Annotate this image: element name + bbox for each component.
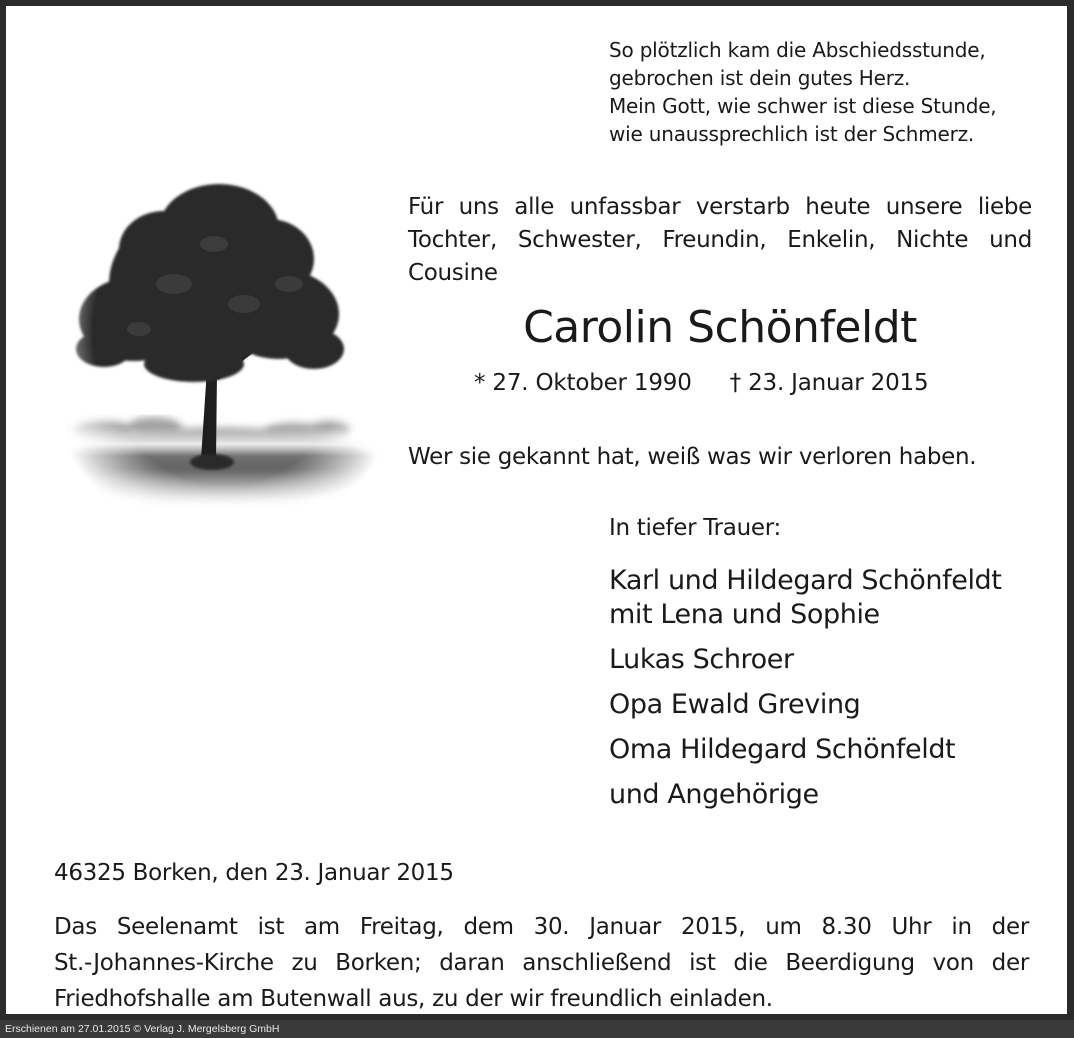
poem xyxy=(609,36,1049,148)
poem-line: wie unaussprechlich ist der Schmerz. xyxy=(609,122,975,146)
mourner-entry: und Angehörige xyxy=(609,779,819,810)
birth-date: * 27. Oktober 1990 xyxy=(474,370,692,396)
service-line: St.-Johannes-Kirche zu Borken; daran anschließend ist die Beerdigung von der xyxy=(54,950,1029,976)
death-date: † 23. Januar 2015 xyxy=(729,370,929,396)
service-info xyxy=(54,909,1029,1017)
mourner-entry: Oma Hildegard Schönfeldt xyxy=(609,734,956,765)
intro-line: Cousine xyxy=(408,260,498,286)
service-line: Das Seelenamt ist am Freitag, dem 30. Januar 2015, um 8.30 Uhr in der xyxy=(54,914,1029,940)
tree-in-fog-icon xyxy=(44,134,406,549)
intro-line: Tochter, Schwester, Freundin, Enkelin, Nichte und xyxy=(408,227,1032,253)
service-line: Friedhofshalle am Butenwall aus, zu der wir freundlich einladen. xyxy=(54,986,773,1012)
publication-footer: Erschienen am 27.01.2015 © Verlag J. Mergelsberg GmbH xyxy=(0,1020,1074,1038)
mourner-list xyxy=(609,564,1049,812)
announcement-intro xyxy=(408,191,1032,290)
place-and-date: 46325 Borken, den 23. Januar 2015 xyxy=(54,860,454,886)
mourner-entry: Opa Ewald Greving xyxy=(609,689,861,720)
mourner-entry: Lukas Schroer xyxy=(609,644,794,675)
life-dates xyxy=(474,366,1034,400)
poem-line: Mein Gott, wie schwer ist diese Stunde, xyxy=(609,94,997,118)
poem-line: gebrochen ist dein gutes Herz. xyxy=(609,66,911,90)
memorial-quote: Wer sie gekannt hat, weiß was wir verloren haben. xyxy=(408,444,977,470)
mourner-entry: mit Lena und Sophie xyxy=(609,599,880,630)
poem-line: So plötzlich kam die Abschiedsstunde, xyxy=(609,38,986,62)
deceased-name: Carolin Schönfeldt xyxy=(523,302,917,353)
mourning-title: In tiefer Trauer: xyxy=(609,515,781,541)
intro-line: Für uns alle unfassbar verstarb heute unsere liebe xyxy=(408,194,1032,220)
mourner-entry: Karl und Hildegard Schönfeldt xyxy=(609,565,1002,596)
